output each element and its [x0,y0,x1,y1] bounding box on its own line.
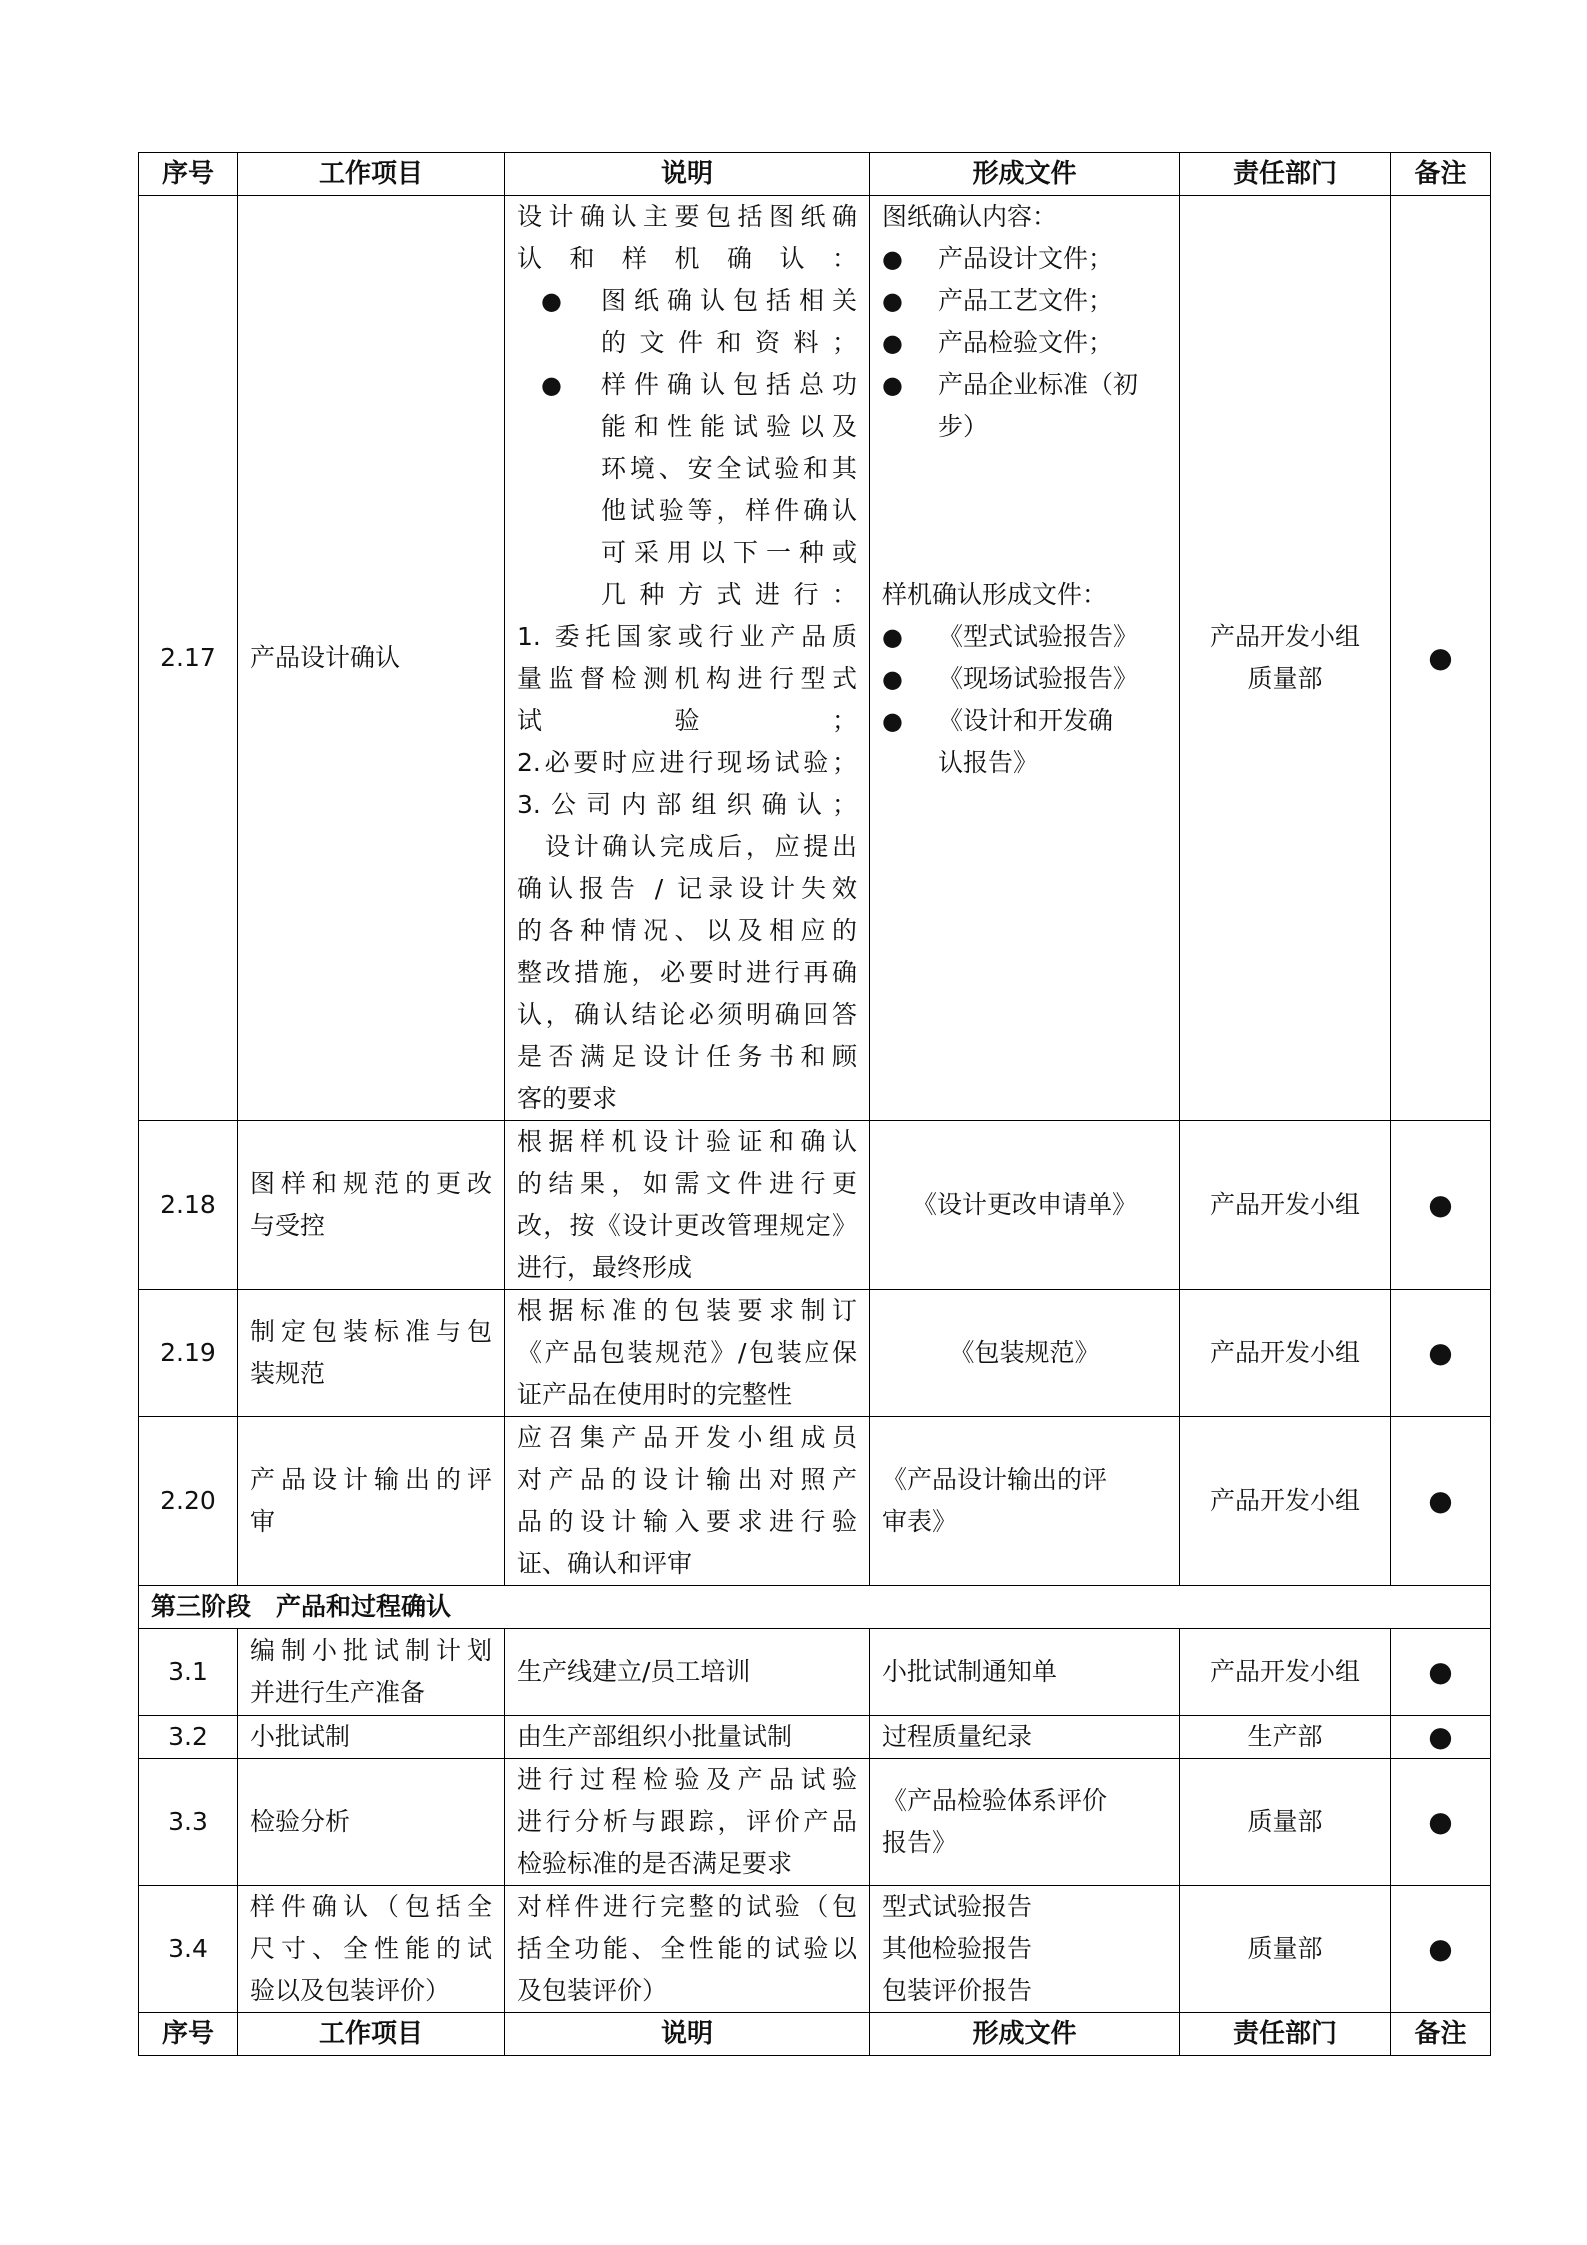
department-line: 产品开发小组 [1209,622,1360,651]
description-line [517,658,857,700]
description-line [517,1374,857,1416]
department-line: 质量部 [1247,664,1323,693]
documents [870,1629,1180,1716]
row-number: 2.18 [139,1121,238,1290]
documents-line [882,574,1167,616]
work-item [238,1716,505,1759]
row-number: 2.17 [139,196,238,1121]
description [505,1759,870,1886]
table-row [139,196,1491,1121]
section-title: 第三阶段 产品和过程确认 [139,1586,1491,1629]
work-item-line: 装规范 [250,1359,326,1388]
documents-line [882,1036,1167,1078]
work-plan-table [138,152,1491,2056]
documents-text [882,454,890,483]
description-line [517,1928,857,1970]
documents-text: 步） [938,412,989,441]
description-text: 括全功能、全性能的试验以 [517,1934,857,1963]
documents-text [882,916,890,945]
table-footer-header-row [139,2013,1491,2056]
work-item-line: 验以及包装评价） [250,1976,451,2005]
description-line [517,1121,857,1163]
department-line: 产品开发小组 [1209,1190,1360,1219]
description-line [517,322,857,364]
description-line [517,238,857,280]
documents-line [882,1332,1167,1374]
section-row [139,1586,1491,1629]
description-text: 3.公司内部组织确认； [517,790,857,819]
bullet-icon: ● [882,623,903,651]
header-note: 备注 [1391,153,1491,196]
description-line [517,1651,857,1693]
footer-header-item: 工作项目 [238,2013,505,2056]
description-line [517,1886,857,1928]
documents-line [882,742,1167,784]
department [1180,1290,1391,1417]
description-line [517,700,857,742]
documents-line [882,1886,1167,1928]
documents-line [882,238,1167,280]
description-line [517,616,857,658]
department-line: 生产部 [1247,1722,1323,1751]
description-text: 品的设计输入要求进行验 [517,1507,857,1536]
table-row [139,1716,1491,1759]
description-line [517,1247,857,1289]
description-text: 图纸确认包括相关 [601,286,857,315]
documents-text [882,958,890,987]
department-line: 产品开发小组 [1209,1657,1360,1686]
documents-text [882,1000,890,1029]
documents [870,1417,1180,1586]
documents-text: 图纸确认内容： [882,202,1058,231]
documents-text: 样机确认形成文件： [882,580,1108,609]
note-cell [1391,1629,1491,1716]
table-row [139,1290,1491,1417]
description-text: 可采用以下一种或 [601,538,857,567]
documents-line [882,994,1167,1036]
filled-circle-icon: ● [1428,1484,1453,1517]
work-item-line: 尺寸、全性能的试 [250,1934,492,1963]
description-line [517,1332,857,1374]
description-line [517,1801,857,1843]
work-item-line: 与受控 [250,1211,326,1240]
bullet-icon: ● [541,371,562,399]
documents-line [882,1780,1167,1822]
work-item-line: 产品设计确认 [250,643,401,672]
work-item-line: 检验分析 [250,1807,351,1836]
note-cell [1391,1716,1491,1759]
description-text: 对产品的设计输出对照产 [517,1465,857,1494]
description-line [517,532,857,574]
documents-text [882,1084,890,1113]
documents [870,1121,1180,1290]
documents-text: 报告》 [882,1828,958,1857]
description-line [517,490,857,532]
documents-line [882,1651,1167,1693]
documents-text: 产品设计文件； [938,244,1114,273]
work-item-line: 图样和规范的更改 [250,1169,492,1198]
row-number: 3.1 [139,1629,238,1716]
description-text: 认，确认结论必须明确回答 [517,1000,857,1029]
work-item [238,1121,505,1290]
description-text: 几种方式进行： [601,580,857,609]
department [1180,196,1391,1121]
description-text: 1. 委托国家或行业产品质 [517,622,857,651]
documents [870,1716,1180,1759]
documents-text: 《产品设计输出的评 [882,1465,1108,1494]
description-text: 能和性能试验以及 [601,412,857,441]
description-line [517,1459,857,1501]
description-text: 证、确认和评审 [517,1549,693,1578]
description [505,1121,870,1290]
description-text: 证产品在使用时的完整性 [517,1380,793,1409]
documents-text [882,874,890,903]
description-text: 环境、安全试验和其 [601,454,857,483]
documents-text: 产品检验文件； [938,328,1114,357]
documents [870,1290,1180,1417]
table-row [139,1759,1491,1886]
note-cell [1391,1759,1491,1886]
documents-text: 产品企业标准（初 [938,370,1139,399]
documents-text: 审表》 [882,1507,958,1536]
header-no: 序号 [139,153,238,196]
description-line [517,910,857,952]
department [1180,1417,1391,1586]
work-item-line: 并进行生产准备 [250,1678,426,1707]
description-line [517,1501,857,1543]
filled-circle-icon: ● [1428,641,1453,674]
work-item-line: 产品设计输出的评 [250,1465,492,1494]
documents [870,1759,1180,1886]
description-line [517,826,857,868]
documents-line [882,1970,1167,2012]
description-text: 由生产部组织小批量试制 [517,1722,793,1751]
documents-line [882,700,1167,742]
table-row [139,1886,1491,2013]
documents-line [882,490,1167,532]
documents-line [882,1501,1167,1543]
documents-text [882,790,890,819]
description-line [517,1417,857,1459]
description-line [517,784,857,826]
documents-line [882,532,1167,574]
description-text: 量监督检测机构进行型式 [517,664,857,693]
row-number: 2.20 [139,1417,238,1586]
footer-header-documents: 形成文件 [870,2013,1180,2056]
description-text: 是否满足设计任务书和顾 [517,1042,857,1071]
bullet-icon: ● [882,371,903,399]
description-text: 改，按《设计更改管理规定》 [517,1211,857,1240]
documents-line [882,448,1167,490]
documents-text: 《型式试验报告》 [938,622,1139,651]
description-text: 生产线建立/员工培训 [517,1657,751,1686]
footer-header-department: 责任部门 [1180,2013,1391,2056]
header-description: 说明 [505,153,870,196]
description-text: 进行，最终形成 [517,1253,693,1282]
description-text: 确认报告 / 记录设计失效 [517,874,857,903]
description-text: 的各种情况、以及相应的 [517,916,857,945]
filled-circle-icon: ● [1428,1188,1453,1221]
work-item [238,1417,505,1586]
documents-line [882,196,1167,238]
description-line [517,1543,857,1585]
bullet-icon: ● [882,329,903,357]
department [1180,1759,1391,1886]
work-item [238,1629,505,1716]
documents-text: 认报告》 [938,748,1039,777]
filled-circle-icon: ● [1428,1336,1453,1369]
description-text: 客的要求 [517,1084,618,1113]
bullet-icon: ● [882,245,903,273]
description-line [517,1163,857,1205]
documents-text: 包装评价报告 [882,1976,1033,2005]
documents-line [882,1822,1167,1864]
description-text: 设计确认完成后，应提出 [545,832,857,861]
description-line [517,1970,857,2012]
work-item-line: 制定包装标准与包 [250,1317,492,1346]
work-item-line: 小批试制 [250,1722,351,1751]
filled-circle-icon: ● [1428,1720,1453,1753]
description-line [517,364,857,406]
department-line: 质量部 [1247,1807,1323,1836]
description [505,1290,870,1417]
documents-line [882,280,1167,322]
description-line [517,742,857,784]
description-line [517,448,857,490]
description-text: 应召集产品开发小组成员 [517,1423,857,1452]
documents-line [882,364,1167,406]
documents-line [882,1184,1167,1226]
description [505,196,870,1121]
documents-text: 型式试验报告 [882,1892,1033,1921]
department-line: 质量部 [1247,1934,1323,1963]
description [505,1716,870,1759]
department-line: 产品开发小组 [1209,1338,1360,1367]
description-line [517,1759,857,1801]
description-line [517,280,857,322]
documents-text [882,1042,890,1071]
description-text: 根据标准的包装要求制订 [517,1296,857,1325]
work-item [238,1759,505,1886]
work-item-line: 审 [250,1507,276,1536]
documents-line [882,784,1167,826]
bullet-icon: ● [882,665,903,693]
note-cell [1391,1417,1491,1586]
department [1180,1716,1391,1759]
documents-text: 《包装规范》 [949,1338,1100,1367]
row-number: 3.3 [139,1759,238,1886]
row-number: 3.2 [139,1716,238,1759]
description-text: 进行分析与跟踪，评价产品 [517,1807,857,1836]
description-text: 认和样机确认： [517,244,857,273]
description-text: 检验标准的是否满足要求 [517,1849,793,1878]
description-line [517,196,857,238]
work-item-line: 样件确认（包括全 [250,1892,492,1921]
documents-line [882,826,1167,868]
documents-line [882,1928,1167,1970]
filled-circle-icon: ● [1428,1805,1453,1838]
work-item [238,196,505,1121]
documents-text: 产品工艺文件； [938,286,1114,315]
work-item [238,1290,505,1417]
department-line: 产品开发小组 [1209,1486,1360,1515]
header-department: 责任部门 [1180,153,1391,196]
table-row [139,1629,1491,1716]
description-line [517,1036,857,1078]
bullet-icon: ● [882,707,903,735]
bullet-icon: ● [541,287,562,315]
description-line [517,994,857,1036]
documents [870,196,1180,1121]
department [1180,1121,1391,1290]
description-line [517,1290,857,1332]
work-item [238,1886,505,2013]
note-cell [1391,1886,1491,2013]
documents-text: 小批试制通知单 [882,1657,1058,1686]
table-row [139,1417,1491,1586]
documents [870,1886,1180,2013]
description [505,1417,870,1586]
description-text: 进行过程检验及产品试验 [517,1765,857,1794]
description-line [517,1716,857,1758]
table-row [139,1121,1491,1290]
description-text: 及包装评价） [517,1976,668,2005]
footer-header-no: 序号 [139,2013,238,2056]
filled-circle-icon: ● [1428,1655,1453,1688]
description-line [517,406,857,448]
description-line [517,952,857,994]
description-text: 的结果，如需文件进行更 [517,1169,857,1198]
description-text: 根据样机设计验证和确认 [517,1127,857,1156]
department [1180,1886,1391,2013]
bullet-icon: ● [882,287,903,315]
description-line [517,1078,857,1120]
documents-line [882,322,1167,364]
description [505,1886,870,2013]
description [505,1629,870,1716]
description-text: 2.必要时应进行现场试验； [517,748,857,777]
filled-circle-icon: ● [1428,1932,1453,1965]
description-text: 样件确认包括总功 [601,370,857,399]
description-text: 试验； [517,706,857,735]
documents-line [882,910,1167,952]
note-cell [1391,196,1491,1121]
description-text: 的文件和资料； [601,328,857,357]
documents-text: 《现场试验报告》 [938,664,1139,693]
description-text: 对样件进行完整的试验（包 [517,1892,857,1921]
description-line [517,574,857,616]
documents-line [882,952,1167,994]
documents-text [882,496,890,525]
description-line [517,1843,857,1885]
documents-line [882,868,1167,910]
description-text: 整改措施，必要时进行再确 [517,958,857,987]
header-item: 工作项目 [238,153,505,196]
documents-line [882,616,1167,658]
documents-line [882,1078,1167,1120]
documents-text: 《设计更改申请单》 [911,1190,1137,1219]
description-line [517,868,857,910]
documents-line [882,406,1167,448]
documents-line [882,1716,1167,1758]
note-cell [1391,1290,1491,1417]
table-header-row [139,153,1491,196]
documents-line [882,1459,1167,1501]
description-text: 他试验等，样件确认 [601,496,857,525]
footer-header-description: 说明 [505,2013,870,2056]
description-text: 设计确认主要包括图纸确 [517,202,857,231]
header-documents: 形成文件 [870,153,1180,196]
work-item-line: 编制小批试制计划 [250,1636,492,1665]
note-cell [1391,1121,1491,1290]
department [1180,1629,1391,1716]
documents-text: 《设计和开发确 [938,706,1114,735]
documents-text: 过程质量纪录 [882,1722,1033,1751]
description-text: 《产品包装规范》/包装应保 [517,1338,857,1367]
documents-line [882,658,1167,700]
description-line [517,1205,857,1247]
row-number: 3.4 [139,1886,238,2013]
row-number: 2.19 [139,1290,238,1417]
documents-text [882,832,890,861]
footer-header-note: 备注 [1391,2013,1491,2056]
documents-text: 其他检验报告 [882,1934,1033,1963]
documents-text [882,538,890,567]
documents-text: 《产品检验体系评价 [882,1786,1108,1815]
